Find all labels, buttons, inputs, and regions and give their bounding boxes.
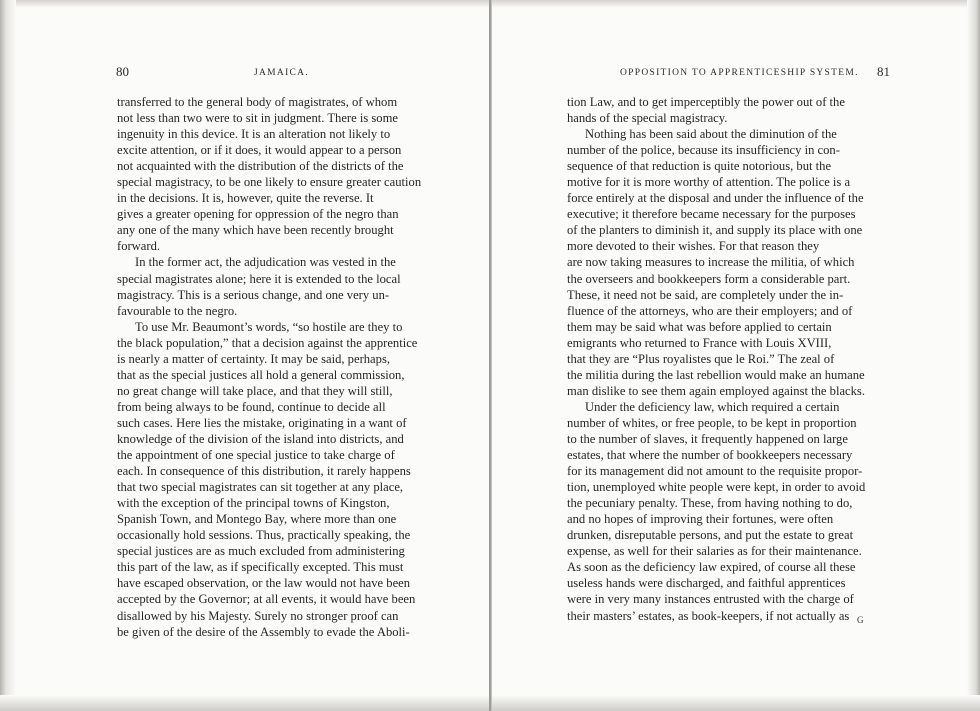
right-page: [491, 0, 980, 711]
text-line: excite attention, or if it does, it would appear to a person: [117, 143, 402, 158]
text-line: ingenuity in this device. It is an alteration not likely to: [117, 127, 391, 142]
text-line: from being always to be found, continue to decide all: [117, 399, 386, 414]
text-line: tion Law, and to get imperceptibly the power out of the: [567, 95, 845, 109]
text-line: are now taking measures to increase the militia, of which: [567, 255, 855, 270]
text-line: that as the special justices all hold a general commission,: [117, 367, 405, 382]
text-line: each. In consequence of this distribution, it rarely happens: [117, 464, 411, 479]
text-line: In the former act, the adjudication was vested in the: [135, 255, 396, 270]
text-line: special magistracy, to be one likely to ensure greater caution: [117, 175, 422, 190]
text-line: that they are “Plus royalistes que le Roi.” The zeal of: [567, 351, 835, 366]
page-number-left: 80: [116, 64, 129, 79]
text-line: with the exception of the principal towns of Kingston,: [117, 496, 390, 511]
text-line: of the planters to diminish it, and supply its place with one: [567, 223, 863, 238]
text-line: forward.: [117, 239, 161, 254]
page-number-right: 81: [877, 64, 890, 79]
text-line: for its management did not amount to the requisite propor-: [567, 464, 863, 479]
text-line: no great change will take place, and that they will still,: [117, 383, 393, 398]
text-line: not acquainted with the distribution of the districts of the: [117, 159, 404, 174]
text-line: number of the police, because its insufficiency in con-: [567, 143, 840, 158]
text-line: knowledge of the division of the island into districts, and: [117, 431, 404, 446]
page-shadow: [492, 695, 980, 711]
text-line: occasionally hold sessions. Thus, practically speaking, the: [117, 528, 411, 543]
text-line: accepted by the Governor; at all events, it would have been: [117, 592, 416, 607]
text-line: the black population,” that a decision against the apprentice: [117, 335, 418, 350]
text-line: their masters’ estates, as book-keepers, if not actually as: [567, 608, 850, 623]
page-shadow: [0, 695, 489, 711]
text-line: drunken, disreputable persons, and put the estate to great: [567, 528, 854, 543]
text-line: man dislike to see them again employed against the blacks.: [567, 383, 865, 398]
text-line: in the decisions. It is, however, quite the reverse. It: [117, 191, 374, 206]
text-line: estates, that where the number of bookkeepers necessary: [567, 448, 853, 463]
text-line: Nothing has been said about the diminution of the: [585, 127, 837, 142]
text-line: fluence of the attorneys, who are their employers; and of: [567, 303, 853, 318]
text-line: emigrants who returned to France with Louis XVIII,: [567, 335, 832, 350]
text-line: to the number of slaves, it frequently happened on large: [567, 431, 848, 446]
signature-mark: G: [857, 615, 864, 625]
text-line: the militia during the last rebellion would make an humane: [567, 367, 865, 382]
text-line: motive for it is more worthy of attention. The police is a: [567, 175, 851, 190]
text-line: them may be said what was before applied to certain: [567, 319, 832, 334]
text-line: useless hands were discharged, and faithful apprentices: [567, 576, 846, 591]
text-line: any one of the many which have been recently brought: [117, 223, 394, 238]
text-line: number of whites, or free people, to be kept in proportion: [567, 415, 857, 430]
text-line: disallowed by his Majesty. Surely no stronger proof can: [117, 608, 399, 623]
text-line: and no hopes of improving their fortunes, were often: [567, 512, 834, 527]
text-line: were in very many instances entrusted with the charge of: [567, 592, 854, 607]
text-line: Under the deficiency law, which required a certain: [585, 399, 840, 414]
text-line: the appointment of one special justice to take charge of: [117, 448, 395, 463]
text-line: favourable to the negro.: [117, 303, 238, 318]
text-line: special magistrates alone; here it is extended to the local: [117, 271, 401, 286]
text-line: that two special magistrates can sit together at any place,: [117, 480, 404, 495]
text-line: Spanish Town, and Montego Bay, where more than one: [117, 512, 397, 527]
text-line: tion, unemployed white people were kept, in order to avoid: [567, 480, 866, 495]
text-line: To use Mr. Beaumont’s words, “so hostile are they to: [135, 319, 403, 334]
body-text-right: [567, 94, 901, 624]
text-line: such cases. Here lies the mistake, originating in a want of: [117, 415, 407, 430]
page-shadow: [492, 0, 980, 8]
text-line: hands of the special magistracy.: [567, 111, 728, 126]
text-line: special justices are as much excluded from administering: [117, 544, 405, 559]
running-title-right: OPPOSITION TO APPRENTICESHIP SYSTEM.: [620, 68, 859, 78]
text-line: expense, as well for their salaries as for their maintenance.: [567, 544, 862, 559]
text-line: not less than two were to sit in judgment. There is some: [117, 111, 398, 126]
text-line: more devoted to their wishes. For that reason they: [567, 239, 820, 254]
text-line: executive; it therefore became necessary for the purposes: [567, 207, 856, 222]
text-line: These, it need not be said, are completely under the in-: [567, 287, 844, 302]
text-line: force entirely at the disposal and under the influence of the: [567, 191, 864, 206]
text-line: have escaped observation, or the law would not have been: [117, 576, 411, 591]
body-text-left: [117, 94, 449, 640]
page-shadow: [0, 0, 489, 8]
text-line: the overseers and bookkeepers form a considerable part.: [567, 271, 851, 286]
text-line: be given of the desire of the Assembly to evade the Aboli-: [117, 624, 410, 639]
page-edge: [967, 0, 980, 711]
text-line: is nearly a matter of certainty. It may be said, perhaps,: [117, 351, 390, 366]
text-line: sequence of that reduction is quite notorious, but the: [567, 159, 832, 174]
text-line: the pecuniary penalty. These, from having nothing to do,: [567, 496, 853, 511]
page-edge: [0, 0, 16, 711]
text-line: As soon as the deficiency law expired, of course all these: [567, 560, 856, 575]
text-line: transferred to the general body of magistrates, of whom: [117, 95, 398, 109]
running-title-left: JAMAICA.: [254, 68, 310, 78]
text-line: magistracy. This is a serious change, and one very un-: [117, 287, 390, 302]
text-line: gives a greater opening for oppression of the negro than: [117, 207, 399, 222]
text-line: this part of the law, as if specifically excepted. This must: [117, 560, 404, 575]
